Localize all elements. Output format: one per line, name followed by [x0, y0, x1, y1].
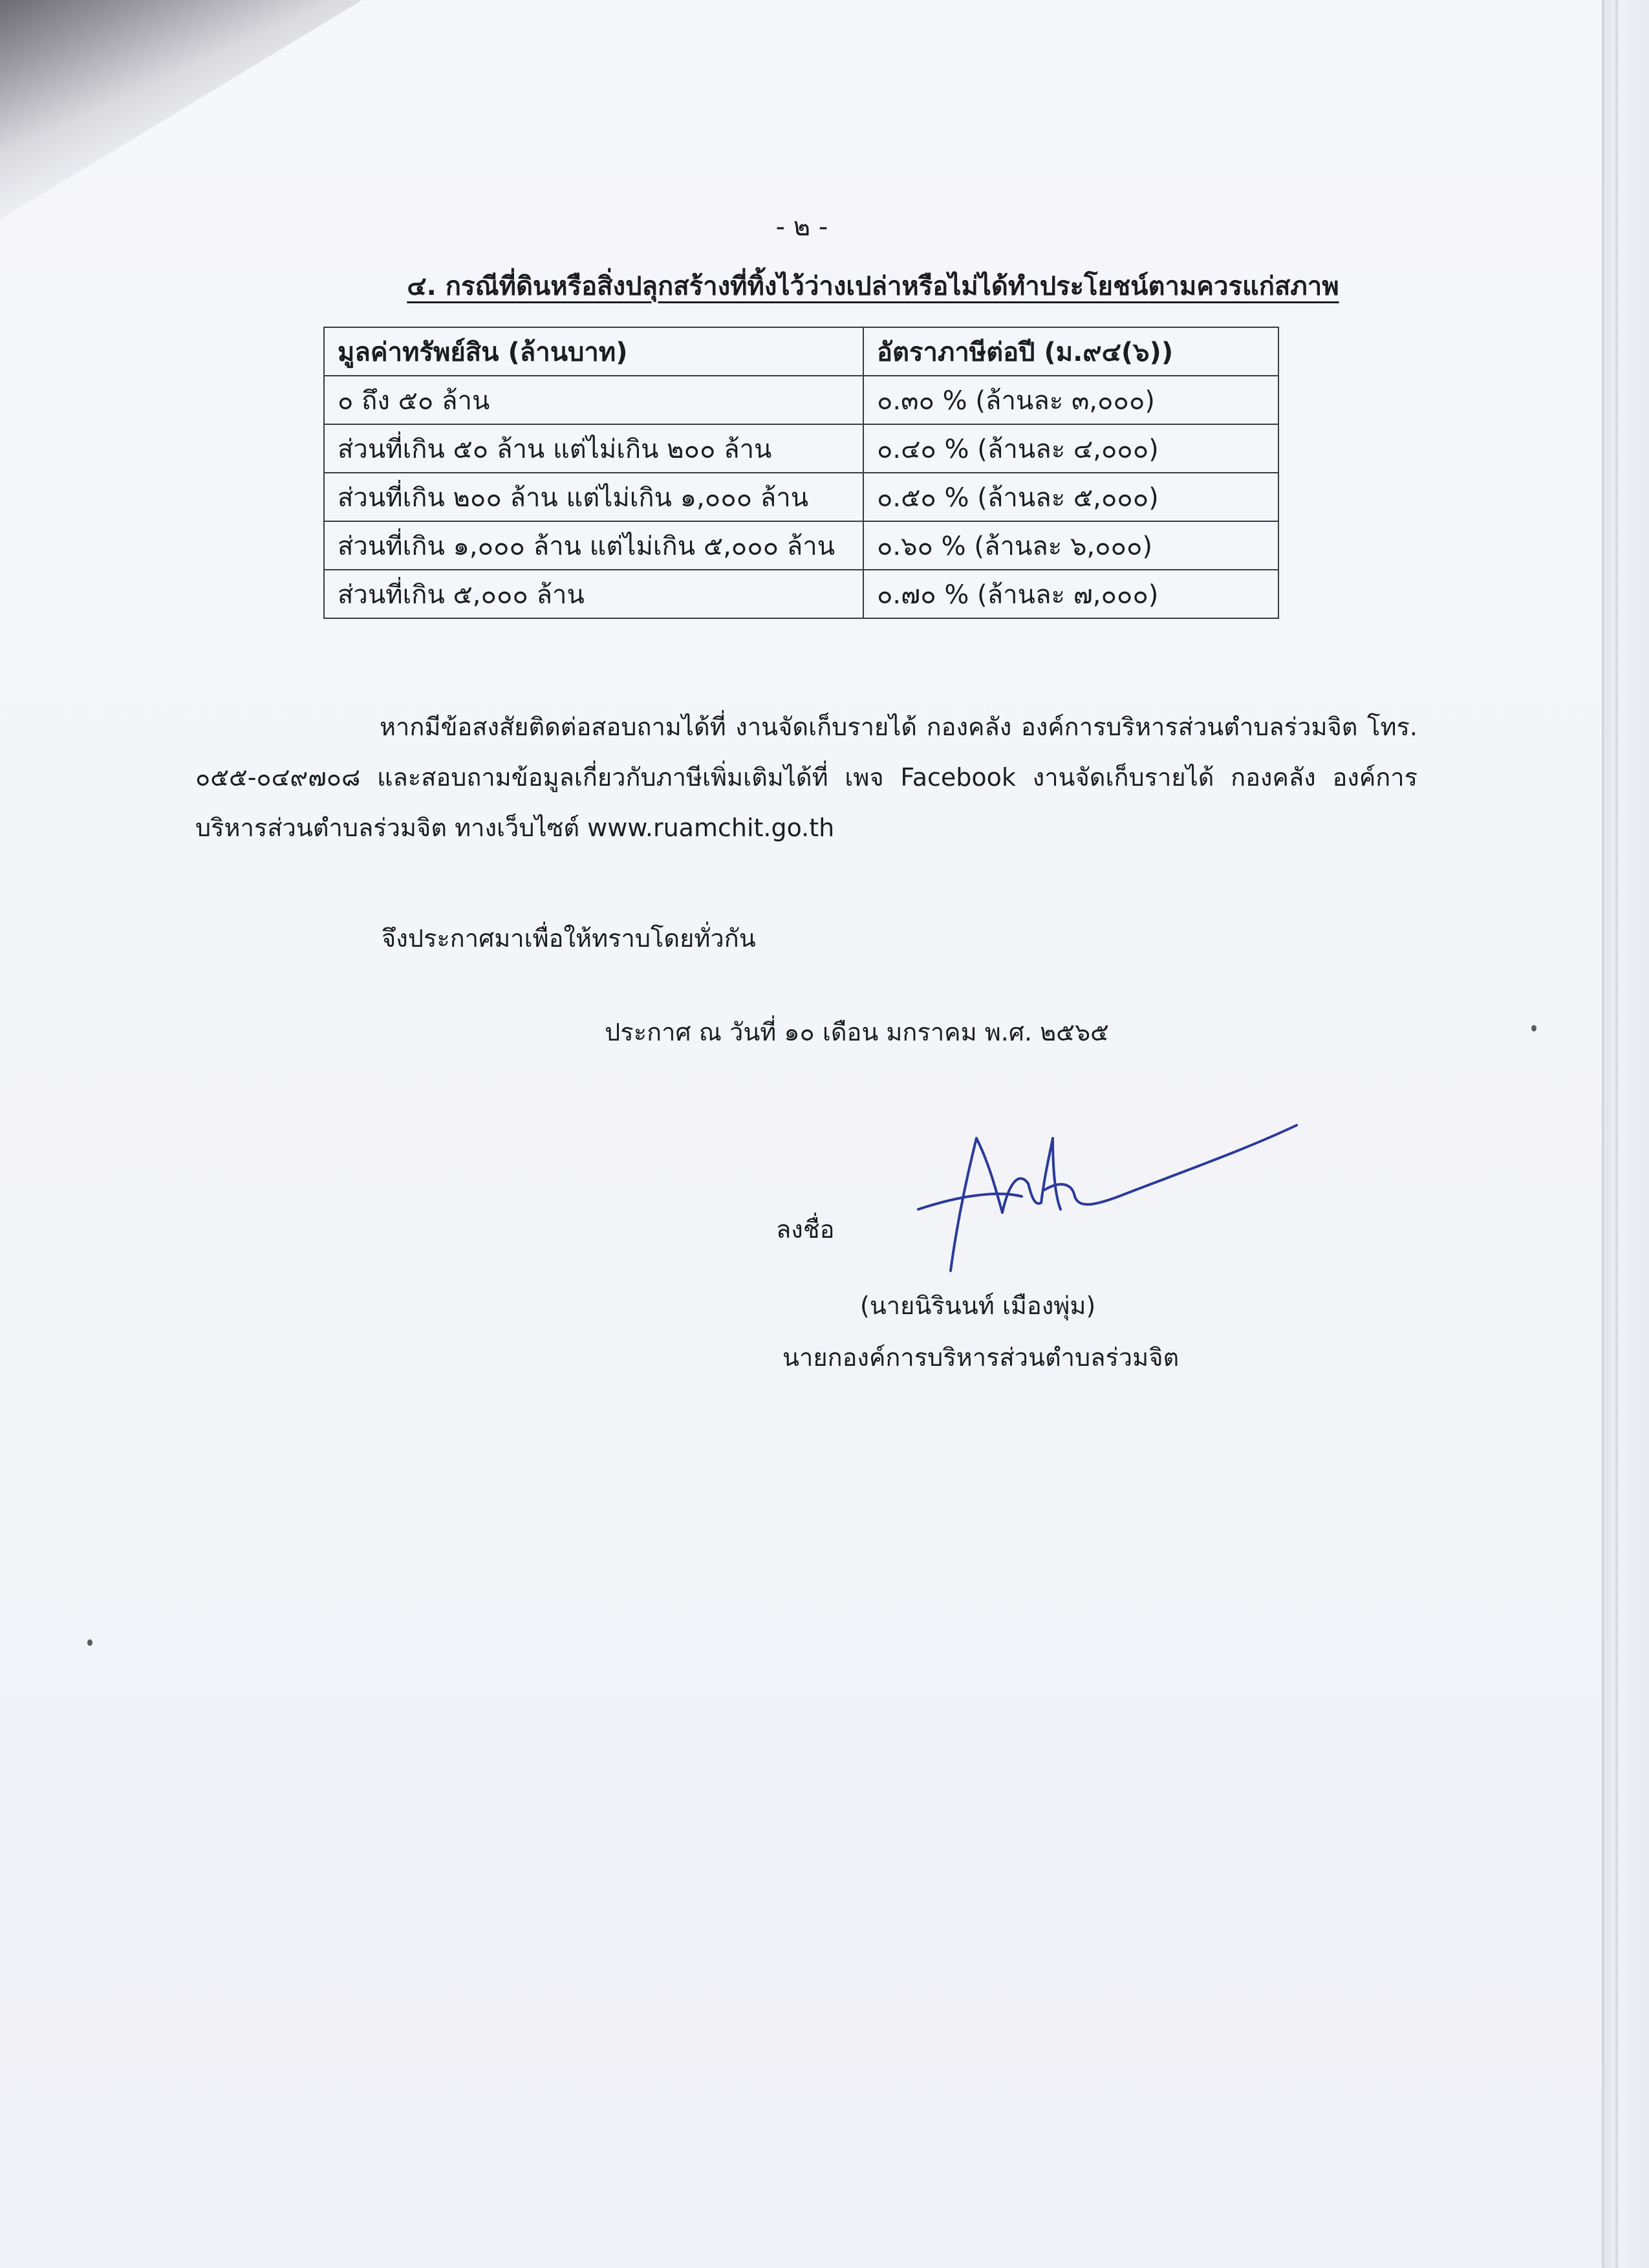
page-number: - ๒ - [775, 212, 828, 242]
page-edge-line [1615, 0, 1618, 2268]
sign-label: ลงชื่อ [776, 1215, 835, 1244]
signature-image [905, 1099, 1306, 1293]
table-cell-rate: ๐.๖๐ % (ล้านละ ๖,๐๐๐) [863, 521, 1278, 570]
table-header-row [324, 327, 1278, 376]
section-heading: ๔. กรณีที่ดินหรือสิ่งปลุกสร้างที่ทิ้งไว้ว่างเปล่าหรือไม่ได้ทำประโยชน์ตามควรแก่สภาพ [407, 272, 1339, 301]
scan-speck [87, 1639, 92, 1646]
table-row [324, 424, 1278, 473]
table-cell-rate: ๐.๕๐ % (ล้านละ ๕,๐๐๐) [863, 473, 1278, 521]
contact-paragraph: หากมีข้อสงสัยติดต่อสอบถามได้ที่ งานจัดเก็บรายได้ กองคลัง องค์การบริหารส่วนตำบลร่วมจิต โทร. ๐๕๕-๐๔๙๗๐๘ และสอบถามข้อมูลเกี่ยวกับภาษีเพิ่มเติมได้ที่ เพจ Facebook งานจัดเก็บรายได้ กองคลัง องค์การบริหารส่วนตำบลร่วมจิต ทางเว็บไซต์ www.ruamchit.go.th [195, 713, 1417, 842]
table-cell-rate: ๐.๓๐ % (ล้านละ ๓,๐๐๐) [863, 376, 1278, 424]
column-header-rate: อัตราภาษีต่อปี (ม.๙๔(๖)) [863, 327, 1278, 376]
signer-name: (นายนิรินนท์ เมืองพุ่ม) [860, 1291, 1096, 1320]
signer-title: นายกองค์การบริหารส่วนตำบลร่วมจิต [782, 1343, 1180, 1372]
table-row [324, 570, 1278, 618]
table-cell-value: ส่วนที่เกิน ๒๐๐ ล้าน แต่ไม่เกิน ๑,๐๐๐ ล้าน [324, 473, 863, 521]
table-cell-value: ส่วนที่เกิน ๑,๐๐๐ ล้าน แต่ไม่เกิน ๕,๐๐๐ ล้าน [324, 521, 863, 570]
table-row [324, 376, 1278, 424]
announcement-line: จึงประกาศมาเพื่อให้ทราบโดยทั่วกัน [382, 924, 756, 953]
table-cell-value: ๐ ถึง ๕๐ ล้าน [324, 376, 863, 424]
table-cell-value: ส่วนที่เกิน ๕๐ ล้าน แต่ไม่เกิน ๒๐๐ ล้าน [324, 424, 863, 473]
tax-rate-table [323, 327, 1279, 619]
table-row [324, 521, 1278, 570]
table-row [324, 473, 1278, 521]
scan-speck [1531, 1025, 1536, 1031]
table-cell-rate: ๐.๔๐ % (ล้านละ ๔,๐๐๐) [863, 424, 1278, 473]
date-line: ประกาศ ณ วันที่ ๑๐ เดือน มกราคม พ.ศ. ๒๕๖๕ [605, 1018, 1109, 1046]
column-header-value: มูลค่าทรัพย์สิน (ล้านบาท) [324, 327, 863, 376]
table-cell-rate: ๐.๗๐ % (ล้านละ ๗,๐๐๐) [863, 570, 1278, 618]
page-edge [1602, 0, 1649, 2268]
table-cell-value: ส่วนที่เกิน ๕,๐๐๐ ล้าน [324, 570, 863, 618]
